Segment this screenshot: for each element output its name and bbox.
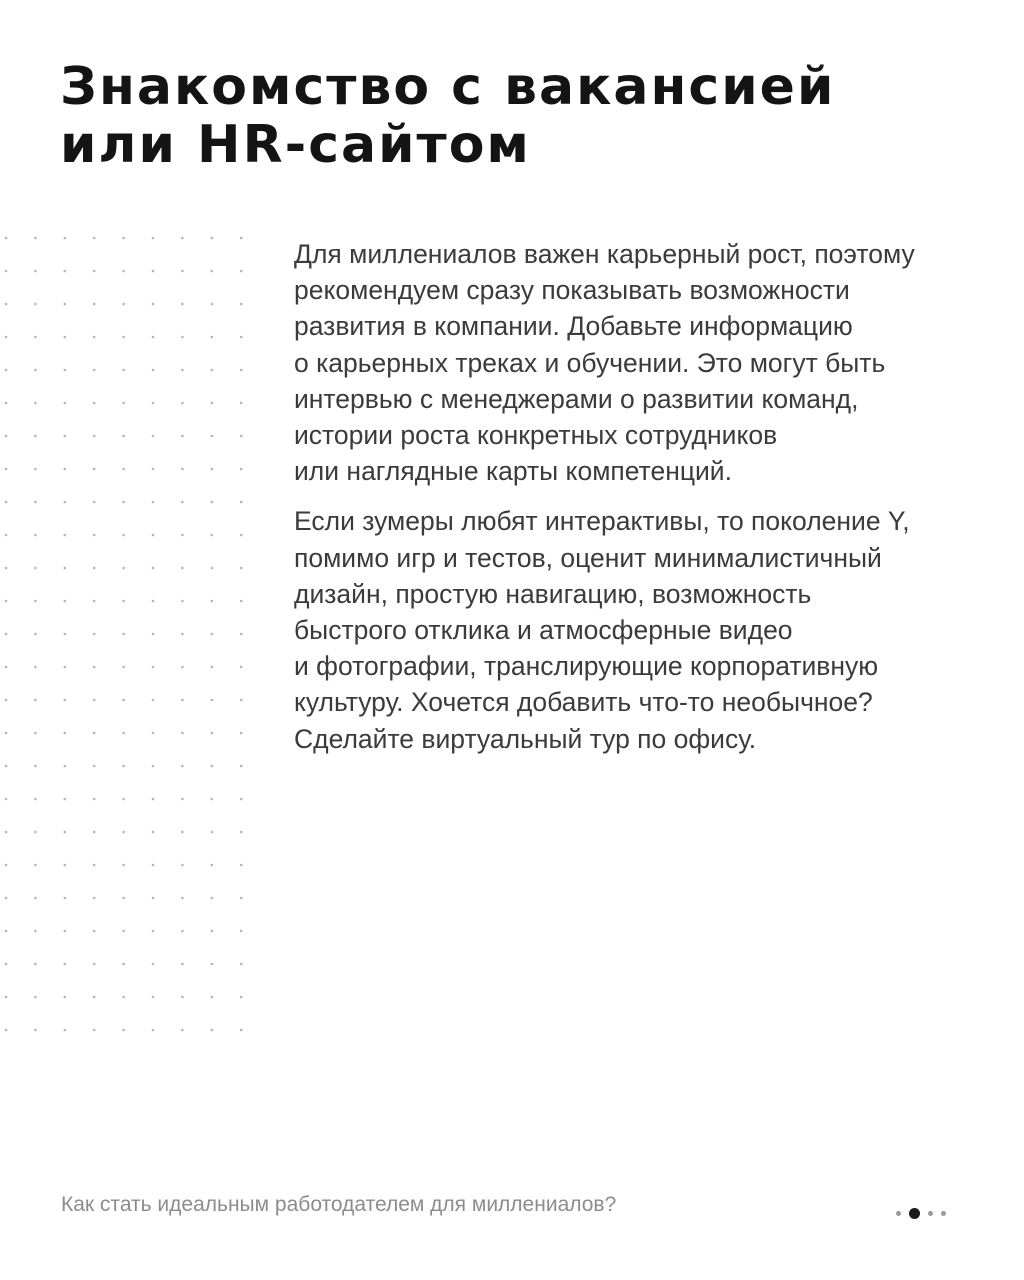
grid-dot [5,897,8,900]
grid-dot [152,666,155,669]
text-line: интервью с менеджерами о развитии команд, [294,383,859,414]
grid-dot [211,633,214,636]
grid-dot [64,468,67,471]
grid-dot [181,765,184,768]
grid-dot [34,468,37,471]
grid-dot [34,633,37,636]
grid-dot [5,534,8,537]
grid-dot [211,699,214,702]
grid-dot [181,699,184,702]
grid-dot [34,534,37,537]
grid-dot [152,699,155,702]
grid-dot [181,798,184,801]
grid-dot [211,336,214,339]
grid-dot [211,1029,214,1032]
grid-dot [5,237,8,240]
grid-dot [122,435,125,438]
grid-dot [93,633,96,636]
grid-dot [211,468,214,471]
grid-dot [34,600,37,603]
grid-dot [152,303,155,306]
grid-dot [64,699,67,702]
grid-dot [93,501,96,504]
text-line: Если зумеры любят интерактивы, то поколение Y, [294,506,910,537]
grid-dot [34,270,37,273]
grid-dot [181,468,184,471]
grid-dot [152,732,155,735]
grid-dot [152,864,155,867]
grid-dot [181,534,184,537]
grid-dot [122,600,125,603]
grid-dot [211,237,214,240]
grid-dot [64,270,67,273]
grid-dot [64,633,67,636]
grid-dot [152,237,155,240]
grid-dot [93,996,96,999]
body-text [294,236,994,771]
grid-dot [211,303,214,306]
page-title [60,58,960,174]
grid-dot [240,732,243,735]
text-line: и фотографии, транслирующие корпоративную [294,651,879,682]
grid-dot [64,567,67,570]
grid-dot [211,996,214,999]
grid-dot [93,930,96,933]
grid-dot [122,897,125,900]
grid-dot [34,666,37,669]
grid-dot [122,468,125,471]
grid-dot [5,996,8,999]
grid-dot [93,468,96,471]
grid-dot [5,468,8,471]
grid-dot [34,501,37,504]
grid-dot [181,270,184,273]
grid-dot [5,666,8,669]
grid-dot [5,732,8,735]
grid-dot [64,501,67,504]
grid-dot [152,930,155,933]
grid-dot [240,567,243,570]
grid-dot [34,402,37,405]
grid-dot [211,567,214,570]
grid-dot [211,501,214,504]
grid-dot [181,996,184,999]
grid-dot [211,600,214,603]
pager-dot[interactable] [928,1211,933,1216]
grid-dot [122,963,125,966]
grid-dot [5,765,8,768]
grid-dot [5,1029,8,1032]
grid-dot [211,963,214,966]
pager-dot[interactable] [896,1211,901,1216]
grid-dot [93,534,96,537]
grid-dot [152,765,155,768]
grid-dot [122,402,125,405]
grid-dot [5,963,8,966]
grid-dot [181,600,184,603]
grid-dot [93,798,96,801]
grid-dot [5,435,8,438]
grid-dot [64,402,67,405]
grid-dot [34,435,37,438]
grid-dot [5,402,8,405]
grid-dot [152,402,155,405]
grid-dot [64,897,67,900]
grid-dot [211,930,214,933]
grid-dot [122,930,125,933]
grid-dot [152,798,155,801]
grid-dot [211,897,214,900]
grid-dot [240,402,243,405]
grid-dot [34,765,37,768]
grid-dot [64,336,67,339]
grid-dot [240,930,243,933]
text-line: Сделайте виртуальный тур по офису. [294,723,757,754]
grid-dot [34,567,37,570]
grid-dot [152,468,155,471]
grid-dot [5,930,8,933]
grid-dot [122,237,125,240]
grid-dot [122,501,125,504]
grid-dot [240,996,243,999]
grid-dot [64,798,67,801]
grid-dot [64,666,67,669]
grid-dot [93,897,96,900]
grid-dot [5,831,8,834]
grid-dot [122,336,125,339]
grid-dot [93,699,96,702]
grid-dot [93,831,96,834]
grid-dot [34,369,37,372]
grid-dot [34,1029,37,1032]
grid-dot [211,831,214,834]
grid-dot [34,237,37,240]
page-title-line-2: или HR-сайтом [60,115,531,175]
grid-dot [240,600,243,603]
grid-dot [181,1029,184,1032]
grid-dot [240,468,243,471]
grid-dot [240,534,243,537]
grid-dot [152,336,155,339]
text-line: о карьерных треках и обучении. Это могут быть [294,347,886,378]
grid-dot [181,501,184,504]
decorative-dot-grid [0,230,250,1040]
grid-dot [211,864,214,867]
grid-dot [64,963,67,966]
grid-dot [181,435,184,438]
grid-dot [122,1029,125,1032]
grid-dot [64,237,67,240]
grid-dot [64,930,67,933]
grid-dot [34,897,37,900]
grid-dot [64,732,67,735]
grid-dot [240,237,243,240]
grid-dot [5,567,8,570]
grid-dot [93,600,96,603]
grid-dot [122,798,125,801]
grid-dot [5,270,8,273]
grid-dot [64,1029,67,1032]
grid-dot [34,798,37,801]
grid-dot [181,237,184,240]
grid-dot [122,996,125,999]
grid-dot [64,600,67,603]
grid-dot [93,336,96,339]
grid-dot [240,699,243,702]
grid-dot [93,402,96,405]
pager-dot-active[interactable] [909,1208,920,1219]
grid-dot [211,435,214,438]
grid-dot [152,567,155,570]
grid-dot [240,633,243,636]
grid-dot [152,369,155,372]
grid-dot [93,270,96,273]
grid-dot [240,897,243,900]
grid-dot [93,963,96,966]
grid-dot [93,765,96,768]
grid-dot [181,303,184,306]
grid-dot [211,798,214,801]
grid-dot [34,930,37,933]
grid-dot [240,501,243,504]
grid-dot [34,699,37,702]
grid-dot [122,567,125,570]
grid-dot [211,666,214,669]
grid-dot [181,369,184,372]
grid-dot [93,666,96,669]
grid-dot [152,1029,155,1032]
grid-dot [181,567,184,570]
grid-dot [181,897,184,900]
footer-caption: Как стать идеальным работодателем для миллениалов? [61,1193,617,1216]
grid-dot [93,435,96,438]
grid-dot [240,270,243,273]
grid-dot [152,435,155,438]
grid-dot [181,402,184,405]
grid-dot [211,732,214,735]
grid-dot [211,369,214,372]
grid-dot [5,798,8,801]
grid-dot [240,666,243,669]
grid-dot [122,534,125,537]
grid-dot [5,303,8,306]
grid-dot [122,765,125,768]
text-line: рекомендуем сразу показывать возможности [294,275,850,306]
grid-dot [181,930,184,933]
grid-dot [240,303,243,306]
pager-dot[interactable] [941,1211,946,1216]
grid-dot [64,765,67,768]
grid-dot [240,435,243,438]
slide-pagination[interactable] [896,1205,946,1221]
grid-dot [93,237,96,240]
paragraph-career-growth [294,236,994,489]
grid-dot [122,864,125,867]
grid-dot [34,336,37,339]
grid-dot [181,666,184,669]
grid-dot [93,1029,96,1032]
grid-dot [122,831,125,834]
grid-dot [152,963,155,966]
grid-dot [64,864,67,867]
text-line: культуру. Хочется добавить что-то необычное? [294,687,873,718]
grid-dot [122,666,125,669]
text-line: Для миллениалов важен карьерный рост, поэтому [294,239,915,269]
grid-dot [5,600,8,603]
grid-dot [64,534,67,537]
text-line: или наглядные карты компетенций. [294,456,732,487]
paragraph-design-tips [294,503,994,756]
grid-dot [93,567,96,570]
grid-dot [211,765,214,768]
grid-dot [34,996,37,999]
grid-dot [64,996,67,999]
grid-dot [181,633,184,636]
text-line: истории роста конкретных сотрудников [294,420,778,451]
grid-dot [211,270,214,273]
grid-dot [240,864,243,867]
grid-dot [211,402,214,405]
grid-dot [240,831,243,834]
text-line: развития в компании. Добавьте информацию [294,311,853,342]
grid-dot [240,336,243,339]
grid-dot [34,963,37,966]
grid-dot [93,864,96,867]
grid-dot [152,633,155,636]
grid-dot [152,831,155,834]
grid-dot [34,831,37,834]
grid-dot [181,864,184,867]
grid-dot [122,732,125,735]
grid-dot [64,831,67,834]
grid-dot [5,501,8,504]
grid-dot [93,303,96,306]
grid-dot [240,765,243,768]
grid-dot [240,369,243,372]
grid-dot [122,303,125,306]
grid-dot [152,501,155,504]
grid-dot [152,600,155,603]
grid-dot [64,369,67,372]
grid-dot [64,435,67,438]
grid-dot [5,699,8,702]
text-line: быстрого отклика и атмосферные видео [294,615,793,646]
grid-dot [5,864,8,867]
grid-dot [34,732,37,735]
grid-dot [122,699,125,702]
grid-dot [5,633,8,636]
grid-dot [5,336,8,339]
grid-dot [240,963,243,966]
grid-dot [211,534,214,537]
grid-dot [122,369,125,372]
grid-dot [152,897,155,900]
grid-dot [93,732,96,735]
grid-dot [152,534,155,537]
grid-dot [181,963,184,966]
grid-dot [181,732,184,735]
grid-dot [93,369,96,372]
grid-dot [34,303,37,306]
text-line: дизайн, простую навигацию, возможность [294,578,812,609]
grid-dot [122,270,125,273]
page-title-line-1: Знакомство с вакансией [60,57,836,117]
grid-dot [122,633,125,636]
grid-dot [5,369,8,372]
grid-dot [240,798,243,801]
grid-dot [240,1029,243,1032]
text-line: помимо игр и тестов, оценит минималистичный [294,542,882,573]
grid-dot [64,303,67,306]
grid-dot [181,336,184,339]
grid-dot [34,864,37,867]
grid-dot [152,270,155,273]
grid-dot [181,831,184,834]
grid-dot [152,996,155,999]
